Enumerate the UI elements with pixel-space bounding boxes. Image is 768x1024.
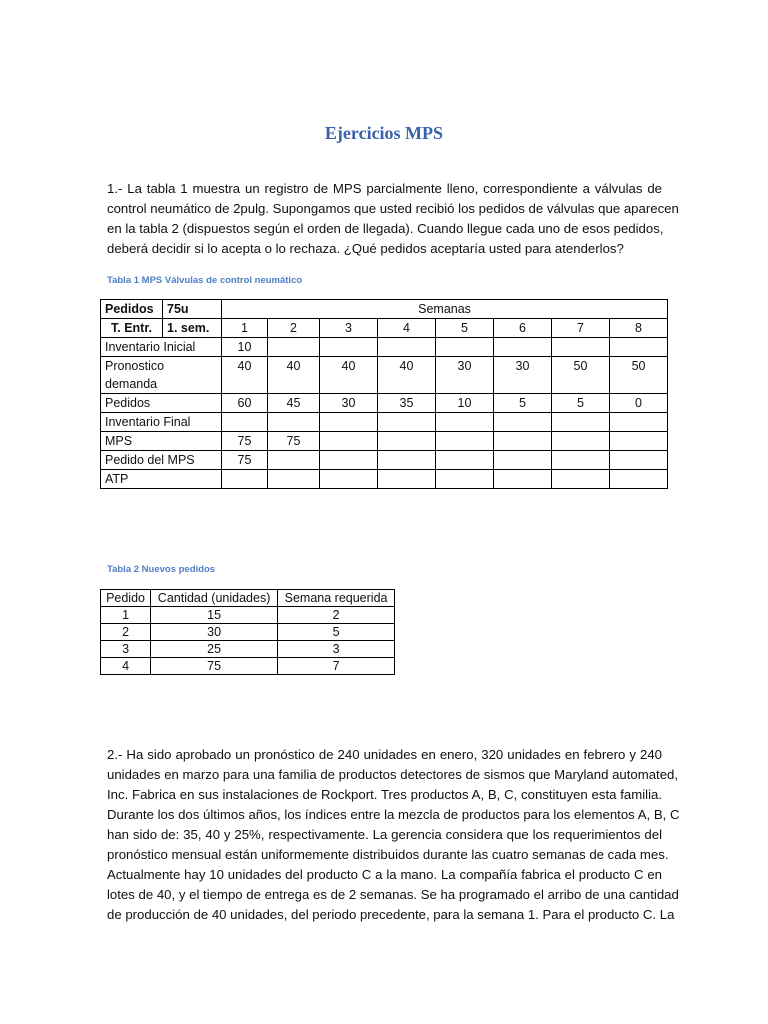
- exercise-1-text: [107, 179, 679, 259]
- row-label-cell: Pedido del MPS: [101, 451, 222, 470]
- table-cell: 3: [278, 641, 395, 658]
- table-cell: [320, 338, 378, 357]
- header-cell: Semana requerida: [278, 590, 395, 607]
- week-number-cell: 2: [268, 319, 320, 338]
- table-2-caption: Tabla 2 Nuevos pedidos: [107, 564, 216, 575]
- exercise-2-text: [107, 745, 680, 925]
- table-cell: 5: [494, 394, 552, 413]
- table-cell: 10: [222, 338, 268, 357]
- table-cell: 50: [610, 357, 668, 394]
- table-row: [101, 641, 395, 658]
- table-row: [101, 413, 668, 432]
- table-row: [101, 658, 395, 675]
- table-row: [101, 470, 668, 489]
- header-cell: Pedido: [101, 590, 151, 607]
- table-cell: [320, 413, 378, 432]
- table-cell: [320, 470, 378, 489]
- table-cell: [268, 470, 320, 489]
- paragraph-line: control neumático de 2pulg. Supongamos que usted recibió los pedidos de válvulas que aparecen: [107, 201, 679, 216]
- paragraph-line: han sido de: 35, 40 y 25%, respectivamente. La gerencia considera que los requerimientos del: [107, 827, 662, 842]
- table-cell: 40: [268, 357, 320, 394]
- table-cell: 40: [222, 357, 268, 394]
- table-cell: [610, 470, 668, 489]
- table-cell: [268, 451, 320, 470]
- paragraph-line: pronóstico mensual están uniformemente distribuidos durante las cuatro semanas de cada mes.: [107, 847, 669, 862]
- header-cell: 1. sem.: [163, 319, 222, 338]
- table-cell: [378, 451, 436, 470]
- table-cell: [222, 470, 268, 489]
- table-cell: 10: [436, 394, 494, 413]
- table-cell: [552, 470, 610, 489]
- paragraph-line: Durante los dos últimos años, los índices entre la mezcla de productos para los elementos A, B, C: [107, 807, 680, 822]
- table-cell: 40: [378, 357, 436, 394]
- table-row: [101, 394, 668, 413]
- table-cell: 5: [278, 624, 395, 641]
- table-cell: [552, 413, 610, 432]
- week-number-cell: 8: [610, 319, 668, 338]
- table-cell: 75: [268, 432, 320, 451]
- row-label-cell: Inventario Inicial: [101, 338, 222, 357]
- table-cell: [494, 470, 552, 489]
- paragraph-line: de producción de 40 unidades, del periodo precedente, para la semana 1. Para el producto C. La: [107, 907, 675, 922]
- table-cell: [610, 338, 668, 357]
- paragraph-line: lotes de 40, y el tiempo de entrega es de 2 semanas. Se ha programado el arribo de una cantidad: [107, 887, 679, 902]
- table-cell: [320, 451, 378, 470]
- table-cell: [222, 413, 268, 432]
- table-cell: 35: [378, 394, 436, 413]
- table-cell: [610, 451, 668, 470]
- table-cell: [494, 338, 552, 357]
- paragraph-line: Inc. Fabrica en sus instalaciones de Rockport. Tres productos A, B, C, constituyen esta familia.: [107, 787, 662, 802]
- week-number-cell: 3: [320, 319, 378, 338]
- table-cell: 5: [552, 394, 610, 413]
- table-cell: 25: [151, 641, 278, 658]
- table-cell: [436, 413, 494, 432]
- table-cell: 75: [222, 451, 268, 470]
- week-number-cell: 4: [378, 319, 436, 338]
- table-cell: 50: [552, 357, 610, 394]
- table-row: [101, 357, 668, 394]
- table-row: [101, 624, 395, 641]
- table-cell: 30: [494, 357, 552, 394]
- row-label-cell: ATP: [101, 470, 222, 489]
- table-cell: 40: [320, 357, 378, 394]
- table-cell: 30: [151, 624, 278, 641]
- table-cell: [378, 413, 436, 432]
- table-cell: [552, 451, 610, 470]
- header-cell: Pedidos: [101, 300, 163, 319]
- table-cell: [436, 432, 494, 451]
- table-row: [101, 451, 668, 470]
- header-cell: Cantidad (unidades): [151, 590, 278, 607]
- table-cell: 60: [222, 394, 268, 413]
- table-cell: [268, 413, 320, 432]
- new-orders-table: [100, 589, 395, 675]
- table-cell: [552, 432, 610, 451]
- table-row: [101, 607, 395, 624]
- table-cell: [494, 432, 552, 451]
- paragraph-line: en la tabla 2 (dispuestos según el orden de llegada). Cuando llegue cada uno de esos pedidos,: [107, 221, 664, 236]
- mps-table: [100, 299, 668, 489]
- table-cell: 2: [278, 607, 395, 624]
- table-row: [101, 590, 395, 607]
- week-number-cell: 1: [222, 319, 268, 338]
- header-cell: 75u: [163, 300, 222, 319]
- table-cell: 75: [222, 432, 268, 451]
- paragraph-line: deberá decidir si lo acepta o lo rechaza. ¿Qué pedidos aceptaría usted para atenderlos?: [107, 241, 624, 256]
- row-label-cell: MPS: [101, 432, 222, 451]
- week-number-cell: 5: [436, 319, 494, 338]
- table-cell: [552, 338, 610, 357]
- table-cell: 75: [151, 658, 278, 675]
- table-row: [101, 319, 668, 338]
- table-cell: 45: [268, 394, 320, 413]
- table-cell: [436, 470, 494, 489]
- table-cell: 1: [101, 607, 151, 624]
- table-cell: [378, 470, 436, 489]
- table-row: [101, 432, 668, 451]
- table-row: [101, 338, 668, 357]
- table-cell: 2: [101, 624, 151, 641]
- header-cell: T. Entr.: [101, 319, 163, 338]
- row-label-cell: Inventario Final: [101, 413, 222, 432]
- week-number-cell: 7: [552, 319, 610, 338]
- table-cell: [378, 432, 436, 451]
- weeks-header-cell: Semanas: [222, 300, 668, 319]
- table-cell: [268, 338, 320, 357]
- table-cell: [494, 413, 552, 432]
- table-cell: 0: [610, 394, 668, 413]
- table-cell: [610, 413, 668, 432]
- table-cell: [436, 451, 494, 470]
- week-number-cell: 6: [494, 319, 552, 338]
- page-title: Ejercicios MPS: [324, 123, 444, 143]
- table-cell: [436, 338, 494, 357]
- table-cell: [320, 432, 378, 451]
- table-cell: 4: [101, 658, 151, 675]
- row-label-cell: Pedidos: [101, 394, 222, 413]
- table-cell: [378, 338, 436, 357]
- table-cell: 30: [320, 394, 378, 413]
- table-cell: [494, 451, 552, 470]
- table-cell: 15: [151, 607, 278, 624]
- table-1-caption: Tabla 1 MPS Válvulas de control neumático: [107, 275, 303, 286]
- table-cell: [610, 432, 668, 451]
- row-label-cell: Pronostico demanda: [101, 357, 222, 394]
- paragraph-line: Actualmente hay 10 unidades del producto C a la mano. La compañía fabrica el producto C en: [107, 867, 662, 882]
- paragraph-line: unidades en marzo para una familia de productos detectores de sismos que Maryland automated,: [107, 767, 679, 782]
- table-cell: 3: [101, 641, 151, 658]
- paragraph-line: 2.- Ha sido aprobado un pronóstico de 240 unidades en enero, 320 unidades en febrero y 240: [107, 747, 662, 762]
- table-cell: 7: [278, 658, 395, 675]
- table-cell: 30: [436, 357, 494, 394]
- table-row: [101, 300, 668, 319]
- paragraph-line: 1.- La tabla 1 muestra un registro de MPS parcialmente lleno, correspondiente a válvulas de: [107, 181, 662, 196]
